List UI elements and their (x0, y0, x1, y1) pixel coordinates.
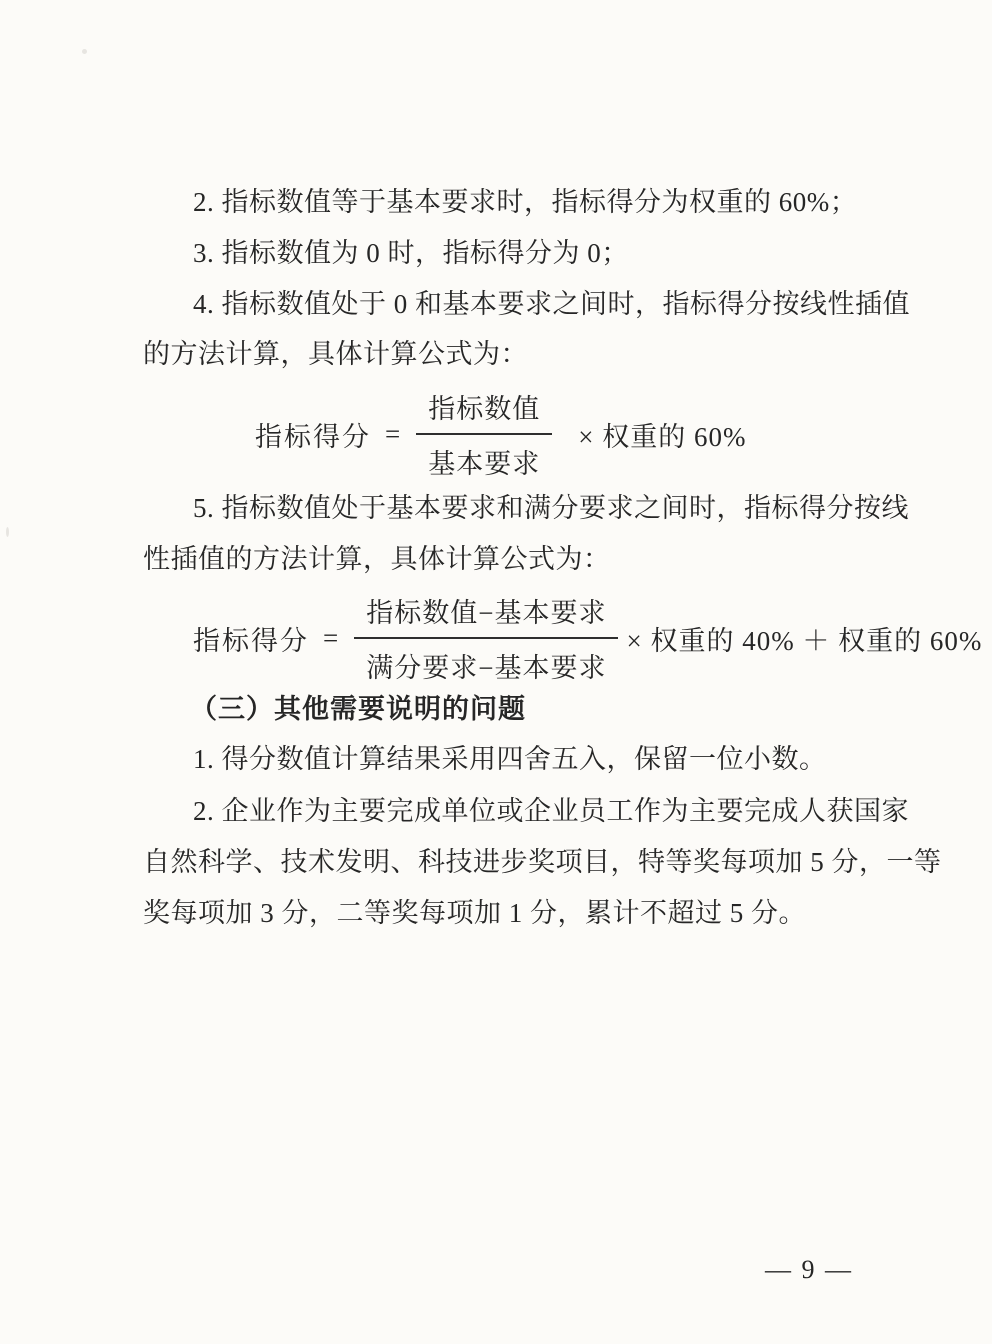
section3-item2-2: 自然科学、技术发明、科技进步奖项目，特等奖每项加 5 分，一等 (143, 847, 942, 877)
formula-1-rhs: × 权重的 60% (578, 421, 747, 452)
body-line-item5-1: 5. 指标数值处于基本要求和满分要求之间时，指标得分按线 (193, 493, 909, 523)
formula-1-fraction (416, 387, 552, 481)
formula-1 (255, 387, 746, 481)
formula-2-fraction (354, 591, 618, 685)
section3-item2-3: 奖每项加 3 分，二等奖每项加 1 分，累计不超过 5 分。 (143, 898, 806, 928)
body-line-item2: 2. 指标数值等于基本要求时，指标得分为权重的 60%； (193, 187, 858, 217)
formula-1-equals-sign: = (385, 418, 401, 449)
formula-2-numerator: 指标数值−基本要求 (366, 598, 607, 628)
scan-speck (82, 49, 87, 54)
section-heading: （三）其他需要说明的问题 (190, 694, 526, 724)
formula-2-equals-sign: = (323, 622, 339, 653)
page-number: — 9 — (765, 1255, 853, 1284)
formula-1-lhs: 指标得分 (255, 421, 371, 452)
formula-2 (193, 591, 982, 685)
formula-2-rhs: × 权重的 40% ＋ 权重的 60% (626, 625, 983, 656)
formula-1-denominator: 基本要求 (416, 433, 552, 481)
body-line-item4-1: 4. 指标数值处于 0 和基本要求之间时，指标得分按线性插值 (193, 289, 910, 319)
section3-item1: 1. 得分数值计算结果采用四舍五入，保留一位小数。 (193, 744, 827, 774)
body-line-item3: 3. 指标数值为 0 时，指标得分为 0； (193, 238, 629, 268)
body-line-item5-2: 性插值的方法计算，具体计算公式为： (143, 544, 611, 574)
formula-2-lhs: 指标得分 (193, 625, 309, 656)
body-line-item4-2: 的方法计算，具体计算公式为： (143, 339, 528, 369)
formula-2-denominator: 满分要求−基本要求 (354, 637, 618, 685)
scan-speck (6, 527, 9, 537)
section3-item2-1: 2. 企业作为主要完成单位或企业员工作为主要完成人获国家 (193, 796, 909, 826)
formula-1-numerator: 指标数值 (428, 394, 541, 424)
